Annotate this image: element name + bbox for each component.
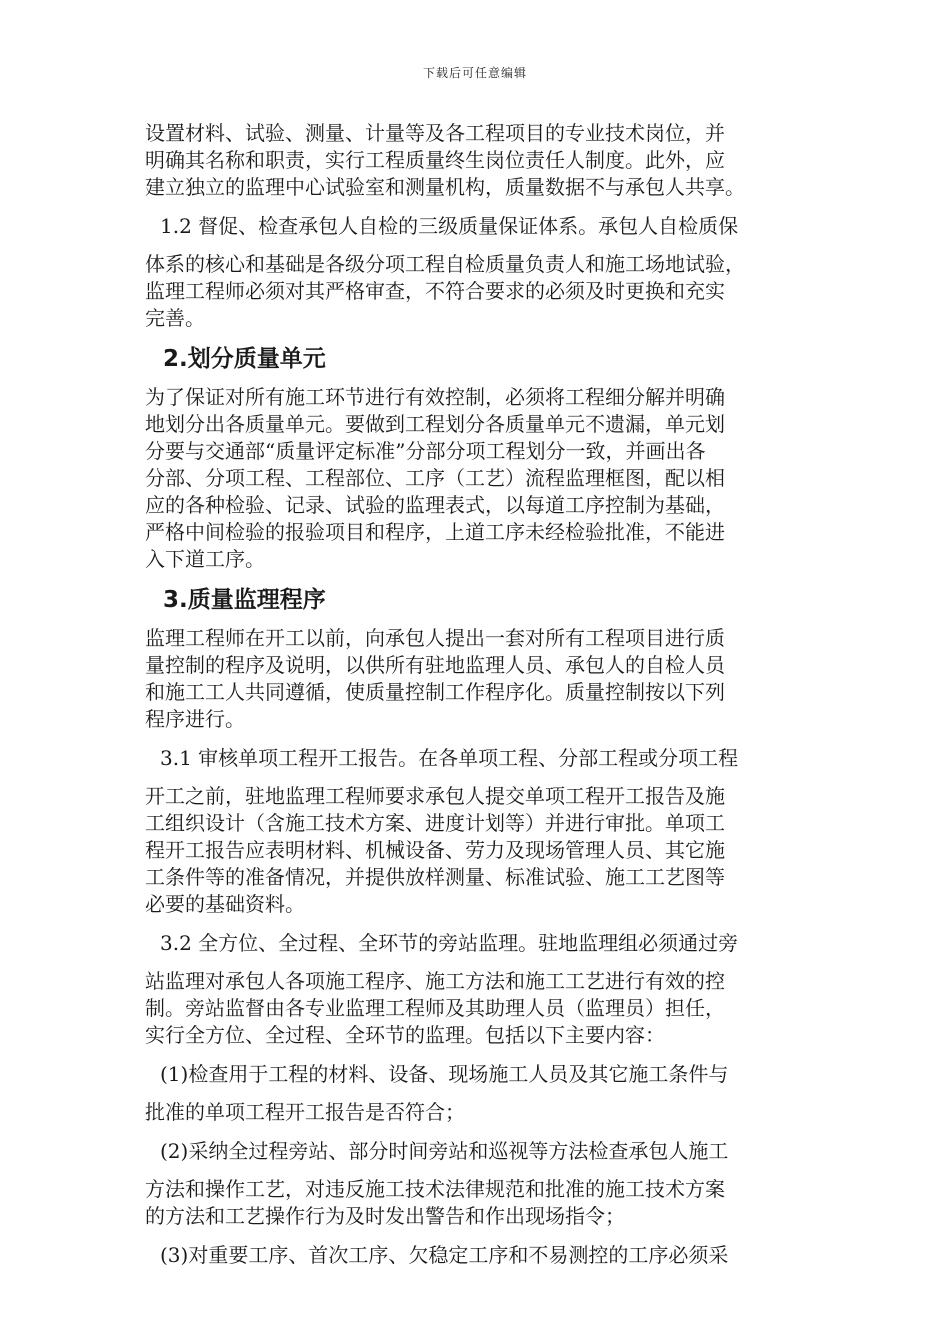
text-line: 3.1 审核单项工程开工报告。在各单项工程、分部工程或分项工程 xyxy=(160,746,739,770)
paragraph xyxy=(145,120,815,201)
text-line: 设置材料、试验、测量、计量等及各工程项目的专业技术岗位，并 xyxy=(145,121,725,145)
page-header: 下载后可任意编辑 xyxy=(422,66,527,80)
text-line: 批准的单项工程开工报告是否符合； xyxy=(145,1100,465,1124)
text-line: 实行全方位、全过程、全环节的监理。包括以下主要内容： xyxy=(145,1023,665,1047)
numbered-paragraph xyxy=(145,930,815,1049)
text-line: 程序进行。 xyxy=(145,707,245,731)
numbered-paragraph xyxy=(145,1061,815,1126)
text-line: 站监理对承包人各项施工程序、施工方法和施工工艺进行有效的控 xyxy=(145,969,725,993)
text-line: 开工之前，驻地监理工程师要求承包人提交单项工程开工报告及施 xyxy=(145,784,725,808)
text-line: 3.2 全方位、全过程、全环节的旁站监理。驻地监理组必须通过旁 xyxy=(160,931,739,955)
text-line: 完善。 xyxy=(145,306,205,330)
text-line: 监理工程师必须对其严格审查，不符合要求的必须及时更换和充实 xyxy=(145,279,725,303)
numbered-paragraph xyxy=(145,1242,815,1269)
text-line: 明确其名称和职责，实行工程质量终生岗位责任人制度。此外，应 xyxy=(145,148,725,172)
document-body xyxy=(145,120,815,1281)
text-line: 地划分出各质量单元。要做到工程划分各质量单元不遗漏，单元划 xyxy=(145,412,725,436)
text-line: 为了保证对所有施工环节进行有效控制，必须将工程细分解并明确 xyxy=(145,385,725,409)
text-line: (3)对重要工序、首次工序、欠稳定工序和不易测控的工序必须采 xyxy=(160,1243,729,1267)
text-line: 建立独立的监理中心试验室和测量机构，质量数据不与承包人共享。 xyxy=(145,175,745,199)
text-line: 必要的基础资料。 xyxy=(145,892,305,916)
text-line: 监理工程师在开工以前，向承包人提出一套对所有工程项目进行质 xyxy=(145,626,725,650)
paragraph xyxy=(145,625,815,733)
text-line: (2)采纳全过程旁站、部分时间旁站和巡视等方法检查承包人施工 xyxy=(160,1139,729,1163)
text-line: 工组织设计（含施工技术方案、进度计划等）并进行审批。单项工 xyxy=(145,811,725,835)
text-line: 工条件等的准备情况，并提供放样测量、标准试验、施工工艺图等 xyxy=(145,865,725,889)
numbered-paragraph xyxy=(145,1138,815,1230)
text-line: 和施工工人共同遵循，使质量控制工作程序化。质量控制按以下列 xyxy=(145,680,725,704)
numbered-paragraph xyxy=(145,745,815,918)
text-line: 体系的核心和基础是各级分项工程自检质量负责人和施工场地试验， xyxy=(145,252,745,276)
text-line: (1)检查用于工程的材料、设备、现场施工人员及其它施工条件与 xyxy=(160,1062,729,1086)
text-line: 应的各种检验、记录、试验的监理表式，以每道工序控制为基础， xyxy=(145,493,725,517)
paragraph xyxy=(145,384,815,573)
text-line: 方法和操作工艺，对违反施工技术法律规范和批准的施工技术方案 xyxy=(145,1177,725,1201)
text-line: 分部、分项工程、工程部位、工序（工艺）流程监理框图，配以相 xyxy=(145,466,725,490)
text-line: 严格中间检验的报验项目和程序，上道工序未经检验批准，不能进 xyxy=(145,520,725,544)
text-line: 分要与交通部“质量评定标准”分部分项工程划分一致，并画出各 xyxy=(145,439,706,463)
text-line: 入下道工序。 xyxy=(145,547,265,571)
text-line: 量控制的程序及说明，以供所有驻地监理人员、承包人的自检人员 xyxy=(145,653,725,677)
text-line: 制。旁站监督由各专业监理工程师及其助理人员（监理员）担任， xyxy=(145,996,725,1020)
text-line: 的方法和工艺操作行为及时发出警告和作出现场指令； xyxy=(145,1204,625,1228)
section-heading: 3.质量监理程序 xyxy=(163,587,326,613)
section-heading: 2.划分质量单元 xyxy=(163,346,326,372)
text-line: 1.2 督促、检查承包人自检的三级质量保证体系。承包人自检质保 xyxy=(160,214,739,238)
text-line: 程开工报告应表明材料、机械设备、劳力及现场管理人员、其它施 xyxy=(145,838,725,862)
numbered-paragraph xyxy=(145,213,815,332)
